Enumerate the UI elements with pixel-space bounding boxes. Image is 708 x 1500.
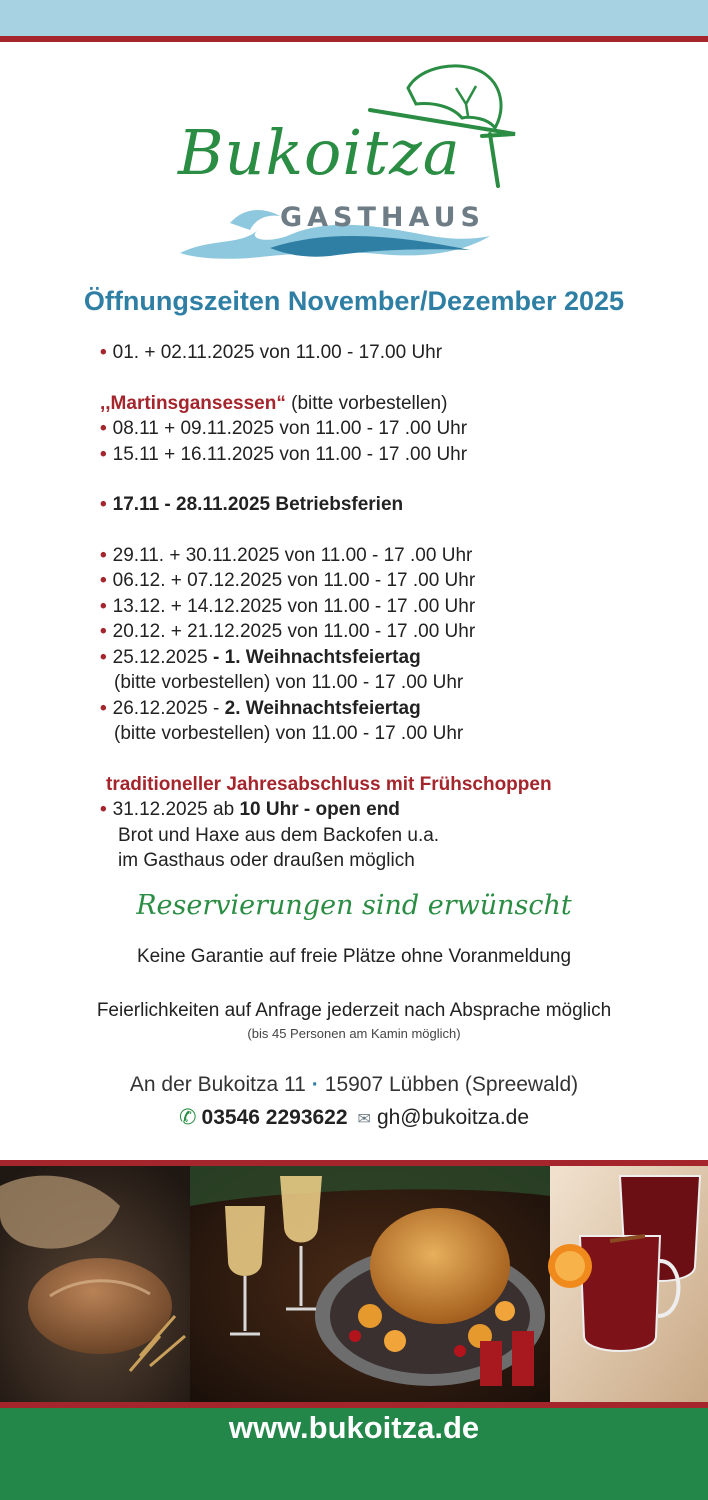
list-item (100, 568, 660, 594)
closure-period: 17.11 - 28.11.2025 Betriebsferien (112, 494, 404, 515)
brand-subtitle: GASTHAUS (280, 202, 485, 233)
new-year-detail: Brot und Haxe aus dem Backofen u.a. (118, 824, 440, 846)
bullet: • (100, 443, 107, 465)
bullet: • (100, 494, 107, 515)
bullet: • (100, 544, 107, 566)
list-item (100, 340, 660, 366)
new-year-date: 31.12.2025 ab (112, 799, 240, 820)
top-color-band (0, 0, 708, 36)
bullet: • (100, 697, 107, 719)
brand-name: Bukoitza (178, 116, 461, 189)
bullet: • (100, 646, 107, 668)
date-range: 20.12. + 21.12.2025 von 11.00 - 17 .00 Uhr (112, 621, 476, 642)
date-range: 01. + 02.11.2025 von 11.00 - 17.00 Uhr (112, 342, 443, 363)
date-range: 15.11 + 16.11.2025 von 11.00 - 17 .00 Uhr (112, 443, 468, 465)
mail-icon: ✉ (357, 1111, 371, 1128)
roast-goose-photo (190, 1166, 550, 1402)
page-title: Öffnungszeiten November/Dezember 2025 (83, 286, 625, 316)
city: 15907 Lübben (Spreewald) (324, 1073, 579, 1096)
date-range: 29.11. + 30.11.2025 von 11.00 - 17 .00 Uhr (112, 544, 473, 566)
list-item (100, 594, 660, 620)
list-item (100, 416, 660, 442)
date-range: 08.11 + 09.11.2025 von 11.00 - 17 .00 Uhr (112, 418, 468, 439)
bullet: • (100, 570, 107, 591)
date-range: 13.12. + 14.12.2025 von 11.00 - 17 .00 Uhr (112, 595, 476, 617)
email-link[interactable]: gh@bukoitza.de (376, 1106, 530, 1129)
martins-note: (bitte vorbestellen) (291, 392, 448, 414)
logo (170, 58, 540, 273)
holiday-note: (bitte vorbestellen) von 11.00 - 17 .00 Uhr (114, 672, 464, 693)
new-year-detail: im Gasthaus oder draußen möglich (118, 850, 415, 871)
holiday-note: (bitte vorbestellen) von 11.00 - 17 .00 Uhr (114, 723, 464, 744)
bread-photo (0, 1166, 190, 1402)
separator-dot: · (311, 1073, 319, 1096)
contact-line (0, 1105, 708, 1130)
guarantee-note: Keine Garantie auf freie Plätze ohne Voranmeldung (136, 946, 572, 967)
list-item (100, 543, 660, 569)
holiday-label: - 1. Weihnachtsfeiertag (213, 646, 421, 668)
martins-heading (100, 391, 660, 417)
schedule-list (100, 340, 660, 874)
list-item (100, 442, 660, 468)
new-year-heading: traditioneller Jahresabschluss mit Frühschoppen (106, 773, 552, 795)
martins-label: ,,Martinsgansessen“ (100, 392, 286, 414)
bullet: • (100, 799, 107, 820)
reservation-note: Reservierungen sind erwünscht (136, 890, 572, 921)
address (0, 1073, 708, 1097)
photo-strip (0, 1166, 708, 1402)
holiday-label: 2. Weihnachtsfeiertag (224, 697, 421, 719)
list-item (100, 696, 660, 722)
list-item (100, 492, 660, 518)
bullet: • (100, 621, 107, 642)
list-item (100, 619, 660, 645)
holiday-date: 26.12.2025 - (112, 697, 225, 719)
bullet: • (100, 342, 107, 363)
list-item (100, 797, 660, 823)
events-note: Feierlichkeiten auf Anfrage jederzeit nach Absprache möglich (96, 1000, 612, 1021)
phone-icon: ✆ (178, 1106, 197, 1129)
top-divider (0, 36, 708, 42)
street: An der Bukoitza 11 (129, 1073, 306, 1096)
holiday-date: 25.12.2025 (112, 646, 214, 668)
new-year-time: 10 Uhr - open end (239, 799, 400, 820)
list-item (100, 645, 660, 671)
website-link[interactable]: www.bukoitza.de (228, 1410, 480, 1445)
capacity-note: (bis 45 Personen am Kamin möglich) (247, 1026, 461, 1041)
bullet: • (100, 418, 107, 439)
date-range: 06.12. + 07.12.2025 von 11.00 - 17 .00 Uhr (112, 570, 476, 591)
bullet: • (100, 595, 107, 617)
phone-number[interactable]: 03546 2293622 (201, 1106, 348, 1129)
mulled-wine-photo (548, 1166, 708, 1402)
